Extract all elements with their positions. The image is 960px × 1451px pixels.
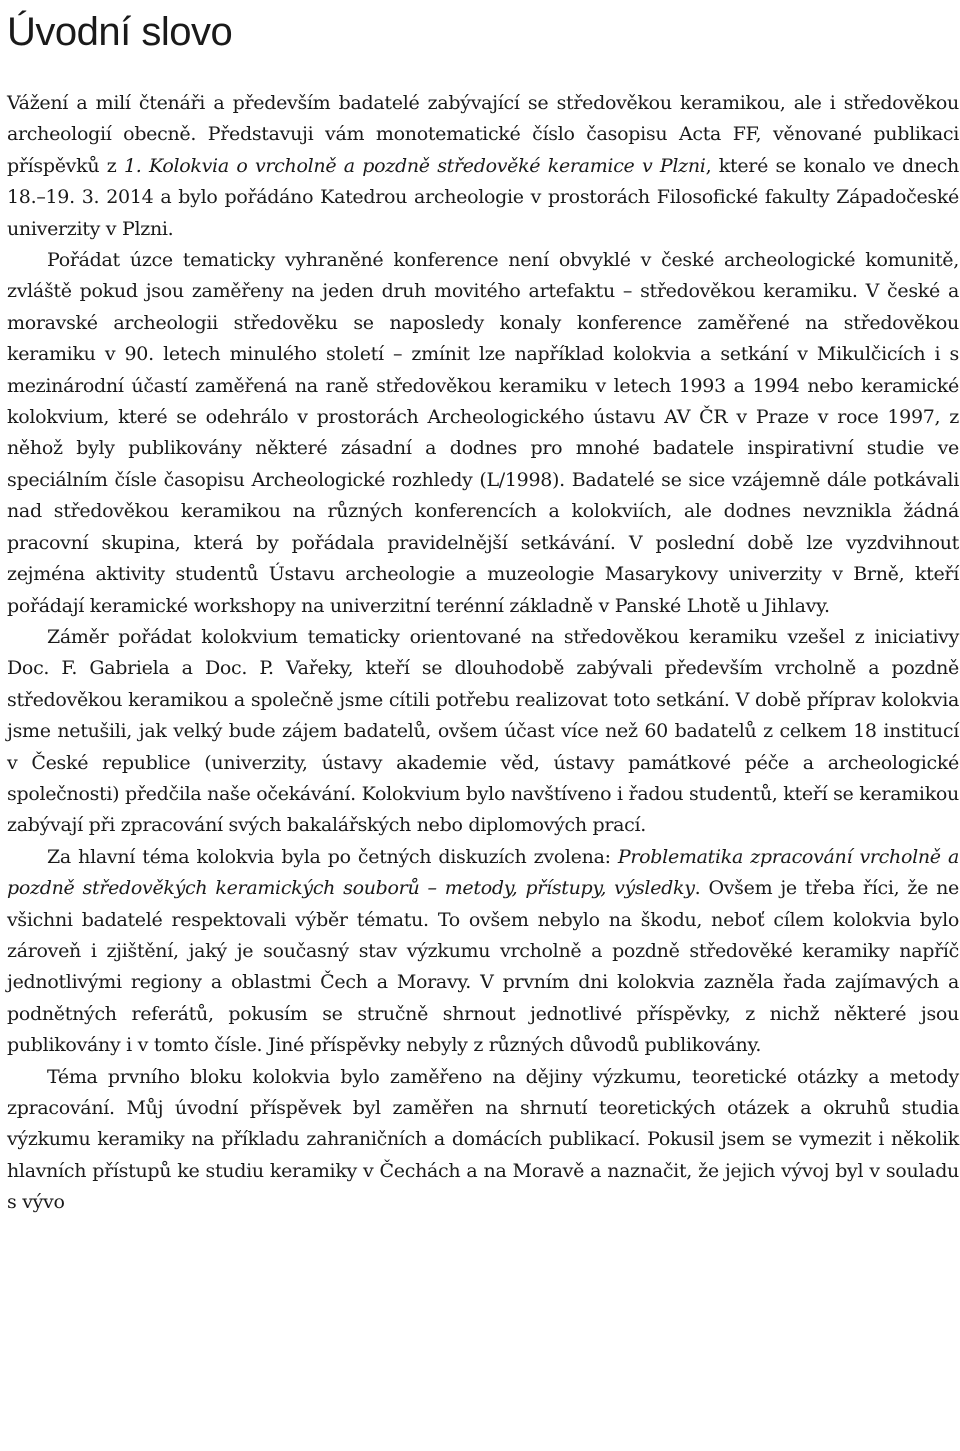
paragraph-text: Za hlavní téma kolokvia byla po četných diskuzích zvolena: bbox=[47, 845, 618, 868]
italic-text: Problematika zpracování vrcholně a pozdně středověkých keramických souborů – metody, přístupy, výsledky bbox=[7, 845, 959, 900]
paragraph-text: Záměr pořádat kolokvium tematicky orientované na středověkou keramiku vzešel z iniciativy Doc. F. Gabriela a Doc. P. Vařeky, kteří se dlouhodobě zabývali především vrcholně a pozdně středověkou keramikou a společně jsme cítili potřebu realizovat toto setkání. V době příprav kolokvia jsme netušili, jak velký bude zájem badatelů, ovšem účast více než 60 badatelů z celkem 18 institucí v České republice (univerzity, ústavy akademie věd, ústavy památkové péče a archeologické společnosti) předčila naše očekávání. Kolokvium bylo navštíveno i řadou studentů, kteří se keramikou zabývají při zpracování svých bakalářských nebo diplomových prací. bbox=[7, 625, 959, 837]
paragraph-text: . Ovšem je třeba říci, že ne všichni badatelé respektovali výběr tématu. To ovšem nebylo na škodu, neboť cílem kolokvia bylo zároveň i zjištění, jaký je současný stav výzkumu vrcholně a pozdně středověké keramiky napříč jednotlivými regiony a oblastmi Čech a Moravy. V prvním dni kolokvia zazněla řada zajímavých a podnětných referátů, pokusím se stručně shrnout jednotlivé příspěvky, z nichž některé jsou publikovány i v tomto čísle. Jiné příspěvky nebyly z různých důvodů publikovány. bbox=[7, 877, 959, 1057]
page-title: Úvodní slovo bbox=[7, 10, 233, 54]
paragraph bbox=[7, 88, 959, 245]
paragraph-text: Vážení a milí čtenáři a především badatelé zabývající se středověkou keramikou, ale i středověkou archeologií obecně. Představuji vám monotematické číslo časopisu Acta FF, věnované publikaci příspěvků z bbox=[7, 92, 959, 177]
body-text bbox=[7, 88, 959, 1219]
italic-text: 1. Kolokvia o vrcholně a pozdně středověké keramice v Plzni bbox=[123, 154, 706, 177]
document-page bbox=[7, 0, 959, 1219]
paragraph-text: Téma prvního bloku kolokvia bylo zaměřeno na dějiny výzkumu, teoretické otázky a metody zpracování. Můj úvodní příspěvek byl zaměřen na shrnutí teoretických otázek a okruhů studia výzkumu keramiky na příkladu zahraničních a domácích publikací. Pokusil jsem se vymezit i několik hlavních přístupů ke studiu keramiky v Čechách a na Moravě a naznačit, že jejich vývoj byl v souladu s vývo bbox=[7, 1065, 959, 1214]
paragraph bbox=[7, 622, 959, 842]
paragraph-text: Pořádat úzce tematicky vyhraněné konference není obvyklé v české archeologické komunitě, zvláště pokud jsou zaměřeny na jeden druh movitého artefaktu – středověkou keramiku. V české a moravské archeologii středověku se naposledy konaly konference zaměřené na středověkou keramiku v 90. letech minulého století – zmínit lze například kolokvia a setkání v Mikulčicích i s mezinárodní účastí zaměřená na raně středověkou keramiku v letech 1993 a 1994 nebo keramické kolokvium, které se odehrálo v prostorách Archeologického ústavu AV ČR v Praze v roce 1997, z něhož byly publikovány některé zásadní a dodnes pro mnohé badatele inspirativní studie ve speciálním čísle časopisu Archeologické rozhledy (L/1998). Badatelé se sice vzájemně dále potkávali nad středověkou keramikou na různých konferencích a kolokviích, ale dodnes nevznikla žádná pracovní skupina, která by pořádala pravidelnější setkávání. V poslední době lze vyzdvihnout zejména aktivity studentů Ústavu archeologie a muzeologie Masarykovy univerzity v Brně, kteří pořádají keramické workshopy na univerzitní terénní základně v Panské Lhotě u Jihlavy. bbox=[7, 249, 959, 617]
paragraph bbox=[7, 245, 959, 622]
paragraph-text: , které se konalo ve dnech 18.–19. 3. 2014 a bylo pořádáno Katedrou archeologie v prostorách Filosofické fakulty Západočeské univerzity v Plzni. bbox=[7, 154, 959, 240]
paragraph bbox=[7, 1062, 959, 1219]
paragraph bbox=[7, 842, 959, 1062]
